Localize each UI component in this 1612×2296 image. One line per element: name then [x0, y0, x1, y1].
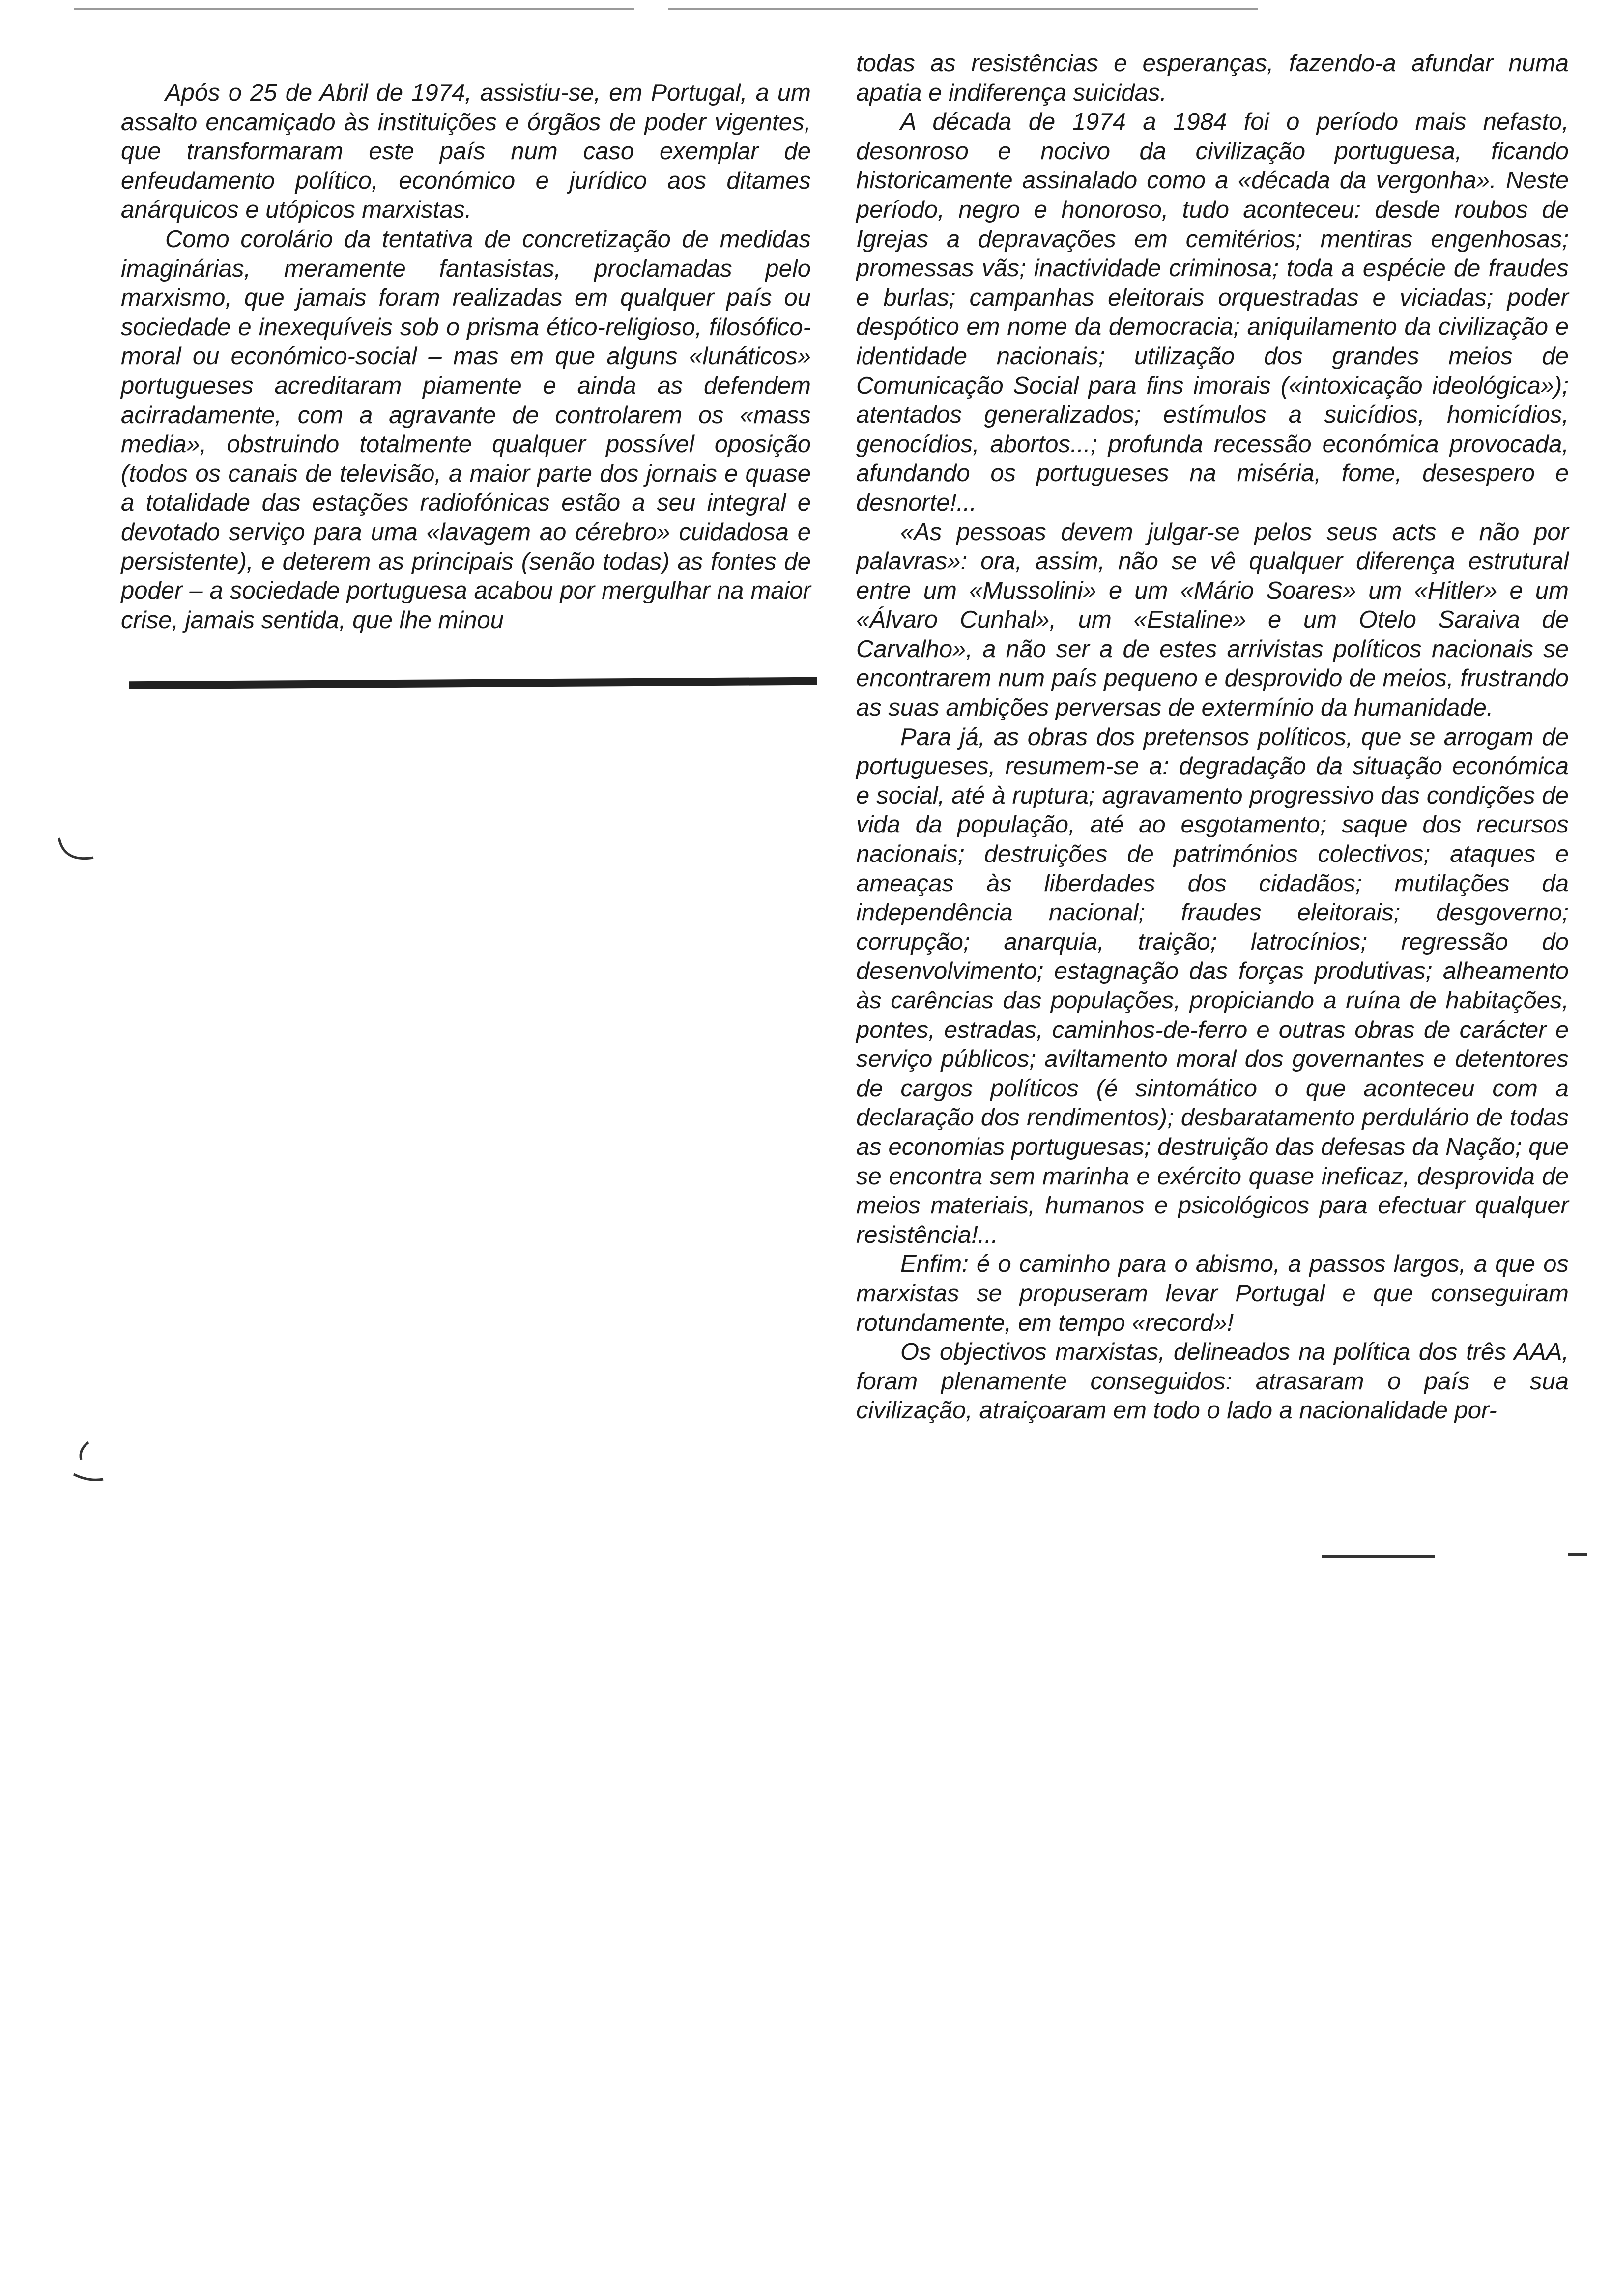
- top-rule-mid: [668, 8, 1258, 10]
- paragraph: Após o 25 de Abril de 1974, assistiu-se, em Portugal, a um assalto encamiçado às instituições e órgãos de poder vigentes, que transformaram este país num caso exemplar de enfeudamento político, económico e jurídico aos ditames anárquicos e utópicos marxistas.: [121, 80, 811, 224]
- paragraph: A década de 1974 a 1984 foi o período mais nefasto, desonroso e nocivo da civilização portuguesa, ficando historicamente assinalado como a «década da vergonha». Neste período, negro e honoroso, tudo aconteceu: desde roubos de Igrejas a depravações em cemitérios; mentiras engenhosas; promessas vãs; inactividade criminosa; toda a espécie de fraudes e burlas; campanhas eleitorais orquestradas e viciadas; poder despótico em nome da democracia; aniquilamento da civilização e identidade nacionais; utilização dos grandes meios de Comunicação Social para fins imorais («intoxicação ideológica»); atentados generalizados; estímulos a suicídios, homicídios, genocídios, abortos...; profunda recessão económica provocada, afundando os portugueses na miséria, fome, desespero e desnorte!...: [856, 109, 1569, 516]
- right-column: [856, 49, 1569, 1426]
- left-column: [121, 79, 811, 635]
- top-rule-left: [74, 8, 634, 10]
- punch-mark-icon: [54, 835, 98, 865]
- paragraph: «As pessoas devem julgar-se pelos seus acts e não por palavras»: ora, assim, não se vê qualquer diferença estrutural entre um «Mussolini» e um «Mário Soares» um «Hitler» e um «Álvaro Cunhal», um «Estaline» e um Otelo Saraiva de Carvalho», a não ser a de estes arrivistas políticos nacionais se encontrarem num país pequeno e desprovido de meios, frustrando as suas ambições perversas de extermínio da humanidade.: [856, 518, 1569, 721]
- punch-mark-icon: [69, 1440, 113, 1484]
- column-end-dash: [1568, 1553, 1587, 1556]
- paragraph: Enfim: é o caminho para o abismo, a passos largos, a que os marxistas se propuseram levar Portugal e que conseguiram rotundamente, em tempo «record»!: [856, 1251, 1569, 1336]
- column-end-rule: [1322, 1555, 1435, 1558]
- column-end-bar: [129, 677, 817, 689]
- paragraph: todas as resistências e esperanças, fazendo-a afundar numa apatia e indiferença suicidas.: [856, 50, 1569, 106]
- paragraph: Para já, as obras dos pretensos políticos, que se arrogam de portugueses, resumem-se a: degradação da situação económica e social, até à ruptura; agravamento progressivo das condições de vida da população, até ao esgotamento; saque dos recursos nacionais; destruições de patrimónios colectivos; ataques e ameaças às liberdades dos cidadãos; mutilações da independência nacional; fraudes eleitorais; desgoverno; corrupção; anarquia, traição; latrocínios; regressão do desenvolvimento; estagnação das forças produtivas; alheamento às carências das populações, propiciando a ruína de habitações, pontes, estradas, caminhos-de-ferro e outras obras de carácter e serviço públicos; aviltamento moral dos governantes e detentores de cargos políticos (é sintomático o que aconteceu com a declaração dos rendimentos); desbaratamento perdulário de todas as economias portuguesas; destruição das defesas da Nação; que se encontra sem marinha e exército quase ineficaz, desprovida de meios materiais, humanos e psicológicos para efectuar qualquer resistência!...: [856, 723, 1569, 1248]
- paragraph: Os objectivos marxistas, delineados na política dos três AAA, foram plenamente conseguidos: atrasaram o país e sua civilização, atraiçoaram em todo o lado a nacionalidade por-: [856, 1339, 1569, 1424]
- paragraph: Como corolário da tentativa de concretização de medidas imaginárias, meramente fantasistas, proclamadas pelo marxismo, que jamais foram realizadas em qualquer país ou sociedade e inexequíveis sob o prisma ético-religioso, filosófico-moral ou económico-social – mas em que alguns «lunáticos» portugueses acreditaram piamente e ainda as defendem acirradamente, com a agravante de controlarem os «mass media», obstruindo totalmente qualquer possível oposição (todos os canais de televisão, a maior parte dos jornais e quase a totalidade das estações radiofónicas estão a seu integral e devotado serviço para uma «lavagem ao cérebro» cuidadosa e persistente), e deterem as principais (senão todas) as fontes de poder – a sociedade portuguesa acabou por mergulhar na maior crise, jamais sentida, que lhe minou: [121, 226, 811, 633]
